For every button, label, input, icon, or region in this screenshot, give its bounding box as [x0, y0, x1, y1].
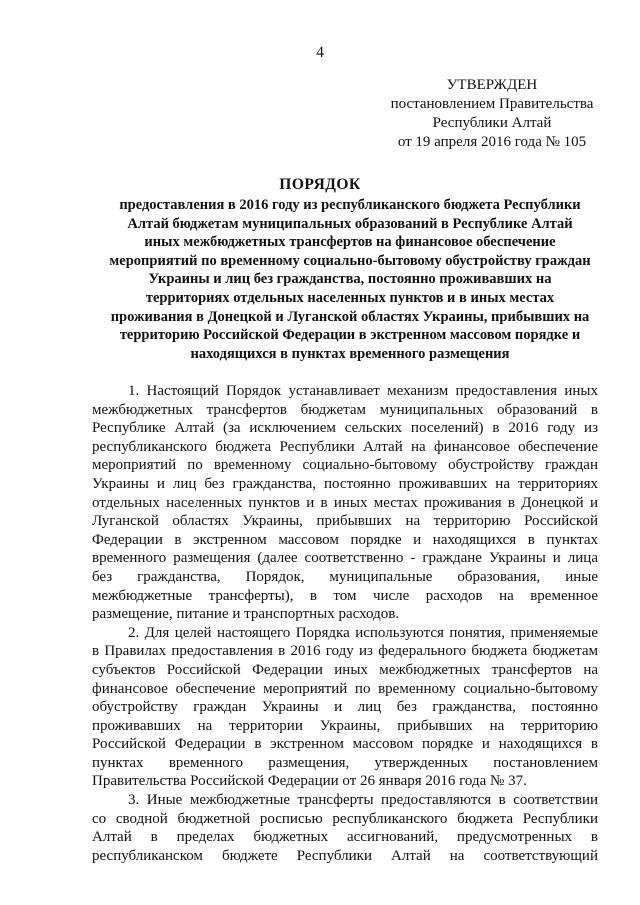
paragraph-3-line: Алтай в пределах бюджетных ассигнований, предусмотренных в: [92, 829, 598, 846]
paragraph-1-line: отдельных населенных пунктов и в иных местах проживания в Донецкой и: [92, 494, 598, 511]
paragraph-1-line: Федерации в экстренном массовом порядке и находящихся в пунктах: [92, 531, 598, 548]
subtitle-line: проживания в Донецкой и Луганской областях Украины, прибывших на: [110, 308, 590, 325]
subtitle-line: Алтай бюджетам муниципальных образований в Республике Алтай: [127, 215, 573, 232]
paragraph-2-line: финансовое обеспечение мероприятий по временному социально-бытовому: [92, 680, 598, 697]
approval-line-2: постановлением Правительства: [390, 96, 594, 112]
paragraph-1-line: Луганской областях Украины, прибывших на территорию Российской: [92, 513, 598, 530]
paragraph-2-line: в Правилах предоставления в 2016 году из федерального бюджета бюджетам: [92, 643, 598, 660]
approval-line-3: Республики Алтай: [432, 115, 552, 131]
paragraph-2-line: субъектов Российской Федерации иных межбюджетных трансфертов на: [92, 661, 598, 678]
paragraph-2-line: обустройству граждан Украины и лиц без гражданства, постоянно: [92, 699, 598, 716]
approval-line-1: УТВЕРЖДЕН: [446, 77, 538, 93]
paragraph-1-line: мероприятий по временному социально-бытовому обустройству граждан: [92, 457, 598, 474]
paragraph-1-line: временного размещения (далее соответственно - граждане Украины и лица: [92, 550, 598, 567]
page-number: 4: [316, 44, 324, 61]
approval-line-4: от 19 апреля 2016 года № 105: [397, 134, 587, 150]
subtitle-line: территориях отдельных населенных пунктов и в иных местах: [145, 289, 555, 306]
document-title: ПОРЯДОК: [279, 176, 361, 193]
subtitle-line: предоставления в 2016 году из республиканского бюджета Республики: [119, 197, 581, 213]
paragraph-3-line: республиканском бюджете Республики Алтай на соответствующий: [92, 847, 598, 864]
paragraph-1-line: размещение, питание и транспортных расходов.: [92, 606, 400, 623]
paragraph-1-line: 1. Настоящий Порядок устанавливает механизм предоставления иных: [128, 383, 598, 399]
paragraph-1-line: без гражданства, Порядок, муниципальные образования, иные: [92, 568, 598, 585]
paragraph-1-line: межбюджетных трансфертов бюджетам муниципальных образований в: [92, 401, 598, 418]
paragraph-1-line: Украины и лиц без гражданства, постоянно проживавших на территориях: [92, 475, 598, 492]
document-body: [92, 382, 598, 865]
paragraph-2-line: пунктах временного размещения, утвержденных постановлением: [92, 754, 598, 771]
subtitle-line: территорию Российской Федерации в экстренном массовом порядке и: [119, 327, 581, 344]
paragraph-3-line: со сводной бюджетной росписью республиканского бюджета Республики: [92, 810, 598, 827]
paragraph-2-line: 2. Для целей настоящего Порядка используются понятия, применяемые: [128, 624, 598, 641]
subtitle-line: Украины и лиц без гражданства, постоянно проживавших на: [148, 271, 552, 288]
approval-stamp: [384, 76, 600, 152]
subtitle-line: мероприятий по временному социально-бытовому обустройству граждан: [109, 252, 591, 269]
paragraph-2-line: проживавших на территории Украины, прибывших на территорию: [92, 717, 598, 734]
subtitle-line: находящихся в пунктах временного размещения: [190, 345, 510, 362]
document-subtitle: [92, 196, 608, 363]
subtitle-line: иных межбюджетных трансфертов на финансовое обеспечение: [144, 234, 556, 251]
paragraph-1-line: межбюджетные трансферты), в том числе расходов на временное: [92, 587, 598, 604]
paragraph-1-line: республиканского бюджета Республики Алтай на финансовое обеспечение: [92, 438, 598, 455]
paragraph-1-line: Республике Алтай (за исключением сельских поселений) в 2016 году из: [92, 420, 598, 437]
paragraph-3-line: 3. Иные межбюджетные трансферты предоставляются в соответствии: [128, 792, 598, 809]
paragraph-2-line: Правительства Российской Федерации от 26 января 2016 года № 37.: [92, 773, 527, 790]
paragraph-2-line: Российской Федерации в экстренном массовом порядке и находящихся в: [92, 736, 598, 753]
